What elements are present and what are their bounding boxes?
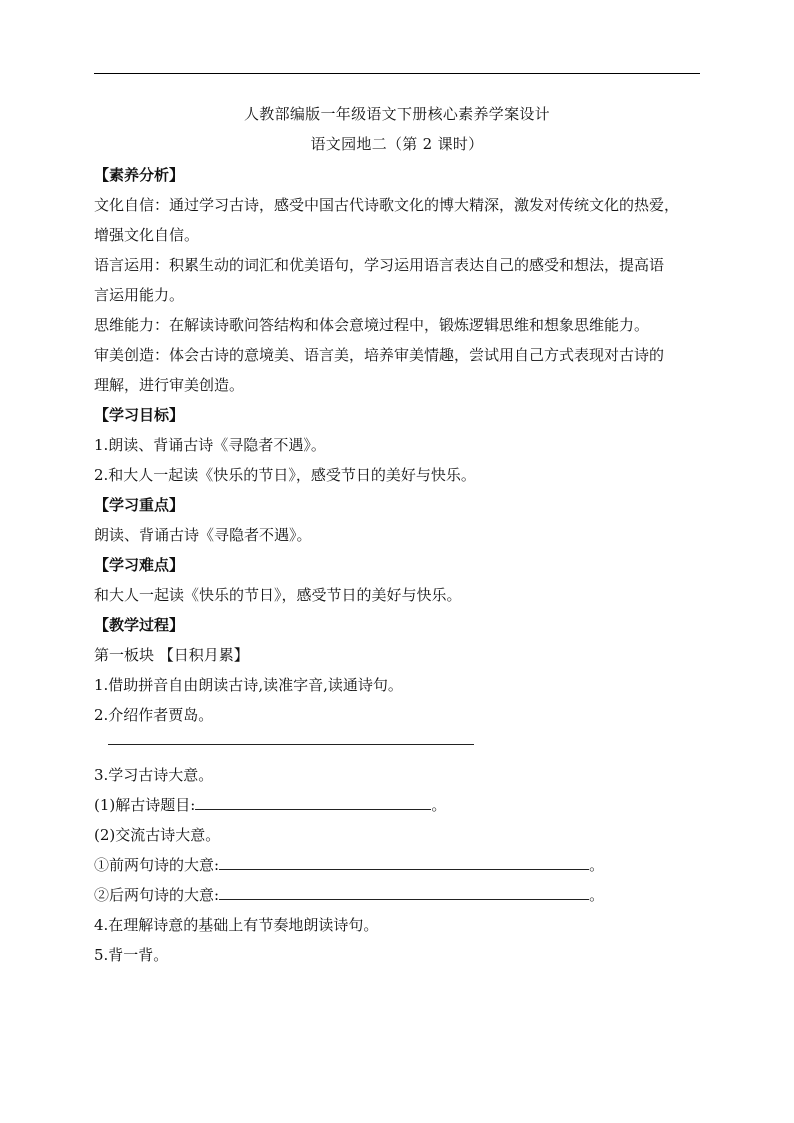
heading-teaching-process: 【教学过程】	[94, 616, 185, 634]
difficulties-text: 和大人一起读《快乐的节日》，感受节日的美好与快乐。	[94, 586, 462, 604]
goal-item-2: 2.和大人一起读《快乐的节日》，感受节日的美好与快乐。	[94, 466, 476, 484]
heading-literacy-analysis: 【素养分析】	[94, 166, 185, 184]
literacy-aesthetic-line1: 审美创造：体会古诗的意境美、语言美，培养审美情趣，尝试用自己方式表现对古诗的	[94, 346, 665, 364]
last-lines-period: 。	[589, 886, 605, 904]
heading-key-points: 【学习重点】	[94, 496, 185, 514]
title-answer-blank[interactable]	[195, 791, 431, 810]
goal-item-1: 1.朗读、背诵古诗《寻隐者不遇》。	[94, 436, 326, 454]
step-3-1-period: 。	[431, 796, 447, 814]
first-lines-period: 。	[589, 856, 605, 874]
block-1-title: 第一板块 【日积月累】	[94, 646, 249, 664]
step-3-1	[94, 790, 700, 820]
step-1: 1.借助拼音自由朗读古诗,读准字音,读通诗句。	[94, 676, 403, 694]
step-3: 3.学习古诗大意。	[94, 766, 214, 784]
literacy-culture-line2: 增强文化自信。	[94, 226, 200, 244]
first-lines-answer-blank[interactable]	[219, 851, 589, 870]
step-3-2-a	[94, 850, 700, 880]
last-lines-label: ②后两句诗的大意:	[94, 886, 220, 904]
author-answer-line[interactable]	[94, 730, 700, 760]
key-points-text: 朗读、背诵古诗《寻隐者不遇》。	[94, 526, 312, 544]
literacy-language-line1: 语言运用：积累生动的词汇和优美语句，学习运用语言表达自己的感受和想法，提高语	[94, 256, 665, 274]
literacy-aesthetic-line2: 理解，进行审美创造。	[94, 376, 245, 394]
document-subtitle: 语文园地二（第 2 课时）	[310, 135, 484, 153]
heading-difficulties: 【学习难点】	[94, 556, 185, 574]
step-3-2: (2)交流古诗大意。	[94, 826, 221, 844]
document-body	[94, 160, 700, 970]
step-5: 5.背一背。	[94, 946, 169, 964]
first-lines-label: ①前两句诗的大意:	[94, 856, 220, 874]
step-2: 2.介绍作者贾岛。	[94, 706, 214, 724]
step-3-2-b	[94, 880, 700, 910]
literacy-language-line2: 言运用能力。	[94, 286, 185, 304]
header-rule	[94, 73, 700, 74]
step-3-1-label: (1)解古诗题目:	[94, 796, 196, 814]
step-4: 4.在理解诗意的基础上有节奏地朗读诗句。	[94, 916, 379, 934]
literacy-thinking: 思维能力：在解读诗歌问答结构和体会意境过程中，锻炼逻辑思维和想象思维能力。	[94, 316, 650, 334]
document-title: 人教部编版一年级语文下册核心素养学案设计	[243, 105, 550, 123]
last-lines-answer-blank[interactable]	[219, 881, 589, 900]
heading-learning-goals: 【学习目标】	[94, 406, 185, 424]
literacy-culture-line1: 文化自信：通过学习古诗，感受中国古代诗歌文化的博大精深，激发对传统文化的热爱，	[94, 196, 680, 214]
